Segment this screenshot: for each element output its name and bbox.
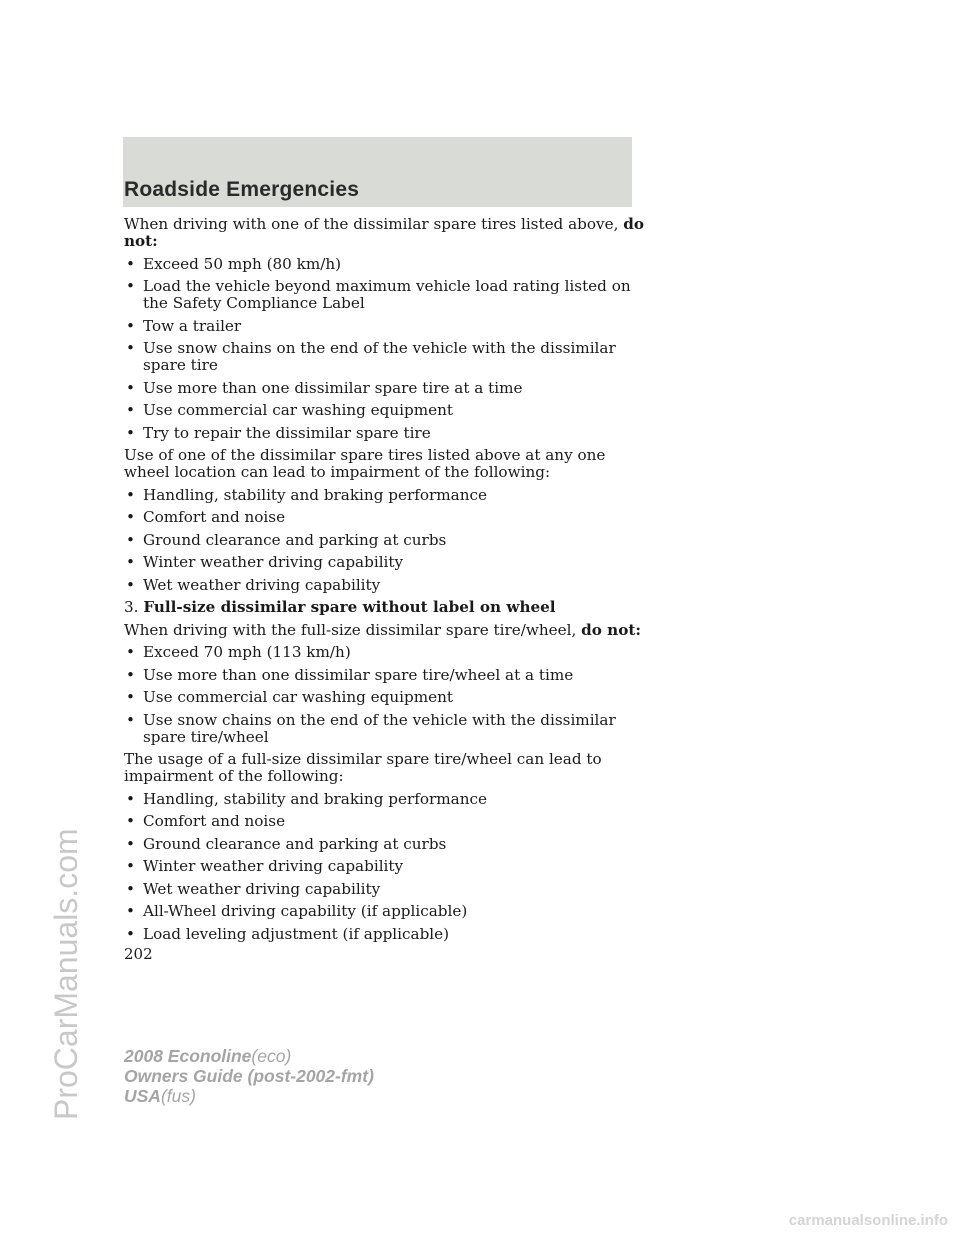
list-item-text: Use commercial car washing equipment	[143, 401, 454, 419]
list-item	[124, 340, 644, 374]
list-item	[124, 402, 644, 419]
bullet-icon: •	[126, 902, 135, 920]
list-item	[124, 487, 644, 504]
list-item-text: Use snow chains on the end of the vehicle with the dissimilar spare tire/wheel	[143, 710, 616, 746]
bullet-icon: •	[126, 924, 135, 943]
bullet-icon: •	[126, 688, 135, 706]
section-title: Roadside Emergencies	[124, 178, 360, 201]
list-item	[124, 318, 644, 335]
list-item	[124, 380, 644, 397]
bullet-icon: •	[126, 378, 135, 397]
bullet-icon: •	[126, 316, 135, 335]
intro-paragraph-3	[124, 622, 644, 639]
do-not-emphasis: do not:	[124, 215, 645, 250]
list-item-text: Handling, stability and braking performance	[143, 485, 487, 504]
bullet-icon: •	[126, 530, 135, 549]
section-number: 3.	[124, 598, 139, 616]
list-item-text: Try to repair the dissimilar spare tire	[143, 423, 431, 442]
bullet-icon: •	[126, 643, 135, 661]
footer-market: USA	[124, 1086, 161, 1106]
list-item-text: Comfort and noise	[143, 812, 286, 830]
bullet-icon: •	[126, 423, 135, 442]
footer-model-code: (eco)	[251, 1046, 292, 1066]
list-item-text: All-Wheel driving capability (if applicable)	[143, 902, 468, 920]
bullet-icon: •	[126, 665, 135, 684]
list-item-text: Use snow chains on the end of the vehicle with the dissimilar spare tire	[143, 339, 616, 374]
section-3-heading	[124, 599, 644, 616]
list-item-text: Handling, stability and braking performance	[143, 789, 487, 808]
page-content	[124, 216, 644, 948]
list-item-text: Winter weather driving capability	[143, 857, 404, 875]
bullet-list-3	[124, 644, 644, 746]
list-item	[124, 425, 644, 442]
bullet-list-4	[124, 791, 644, 943]
bullet-icon: •	[126, 575, 135, 594]
list-item-text: Use commercial car washing equipment	[143, 688, 454, 706]
do-not-emphasis: do not:	[581, 620, 641, 639]
list-item	[124, 712, 644, 746]
list-item-text: Ground clearance and parking at curbs	[143, 834, 447, 853]
paragraph-2: Use of one of the dissimilar spare tires listed above at any one wheel location can lead to impairment of the following:	[124, 446, 606, 481]
list-item	[124, 577, 644, 594]
bullet-icon: •	[126, 710, 135, 729]
page-number: 202	[124, 945, 153, 963]
list-item-text: Wet weather driving capability	[143, 879, 381, 898]
bullet-icon: •	[126, 553, 135, 571]
section-3-title: Full-size dissimilar spare without label on wheel	[143, 598, 556, 616]
list-item	[124, 532, 644, 549]
footer-market-code: (fus)	[160, 1086, 196, 1106]
list-item	[124, 509, 644, 526]
intro-paragraph-1	[124, 216, 644, 250]
list-item-text: Load leveling adjustment (if applicable)	[143, 924, 450, 943]
site-watermark: carmanualsonline.info	[788, 1212, 948, 1229]
list-item-text: Exceed 50 mph (80 km/h)	[143, 254, 342, 273]
footer-line-3	[124, 1086, 374, 1106]
list-item	[124, 644, 644, 661]
bullet-icon: •	[126, 508, 135, 526]
paragraph-4: The usage of a full-size dissimilar spare tire/wheel can lead to impairment of the following:	[124, 750, 602, 785]
list-item	[124, 554, 644, 571]
list-item	[124, 256, 644, 273]
watermark: ProCarManuals.com	[48, 828, 84, 1120]
list-item-text: Ground clearance and parking at curbs	[143, 530, 447, 549]
bullet-icon: •	[126, 879, 135, 898]
list-item	[124, 903, 644, 920]
intro-text: When driving with the full-size dissimilar spare tire/wheel,	[124, 620, 577, 639]
footer-line-1	[124, 1046, 374, 1066]
bullet-icon: •	[126, 789, 135, 808]
list-item-text: Comfort and noise	[143, 508, 286, 526]
bullet-icon: •	[126, 857, 135, 875]
bullet-list-2	[124, 487, 644, 594]
list-item-text: Winter weather driving capability	[143, 553, 404, 571]
list-item	[124, 667, 644, 684]
bullet-icon: •	[126, 812, 135, 830]
list-item-text: Tow a trailer	[143, 316, 242, 335]
bullet-icon: •	[126, 339, 135, 357]
list-item-text: Use more than one dissimilar spare tire at a time	[143, 378, 523, 397]
list-item	[124, 836, 644, 853]
list-item	[124, 858, 644, 875]
bullet-icon: •	[126, 834, 135, 853]
bullet-icon: •	[126, 401, 135, 419]
list-item-text: Wet weather driving capability	[143, 575, 381, 594]
bullet-list-1	[124, 256, 644, 442]
footer-model: 2008 Econoline	[124, 1046, 252, 1066]
footer-line-2: Owners Guide (post-2002-fmt)	[124, 1066, 374, 1086]
bullet-icon: •	[126, 277, 135, 295]
document-footer	[124, 1046, 374, 1106]
list-item-text: Use more than one dissimilar spare tire/wheel at a time	[143, 665, 574, 684]
list-item	[124, 278, 644, 312]
list-item	[124, 791, 644, 808]
list-item	[124, 881, 644, 898]
list-item	[124, 813, 644, 830]
bullet-icon: •	[126, 485, 135, 504]
list-item	[124, 926, 644, 943]
list-item-text: Exceed 70 mph (113 km/h)	[143, 643, 351, 661]
intro-text: When driving with one of the dissimilar spare tires listed above,	[124, 215, 619, 233]
bullet-icon: •	[126, 254, 135, 273]
list-item-text: Load the vehicle beyond maximum vehicle load rating listed on the Safety Compliance Label	[143, 277, 631, 312]
list-item	[124, 689, 644, 706]
